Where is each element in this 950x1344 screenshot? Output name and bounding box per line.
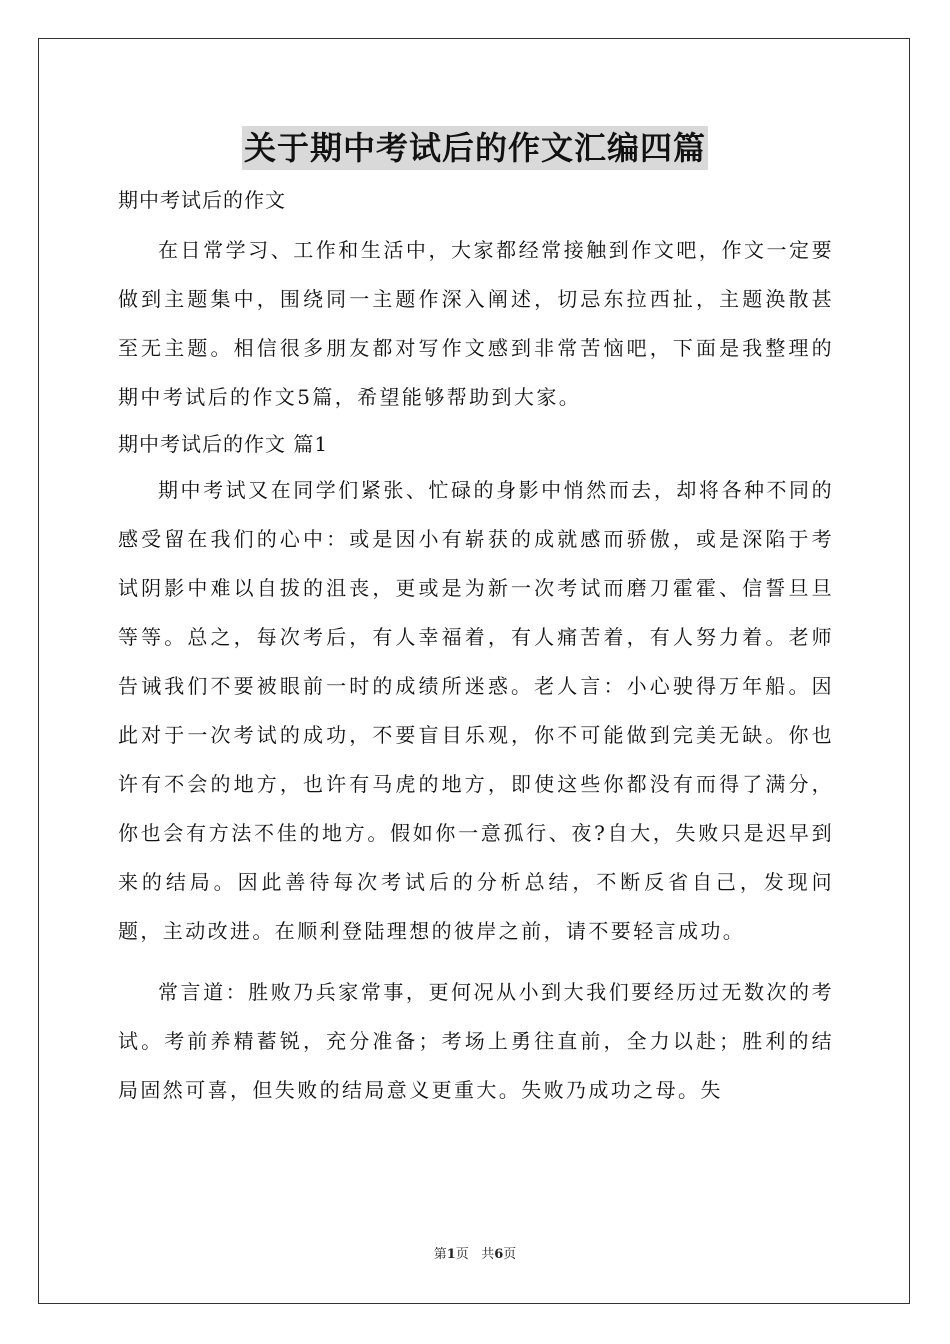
section-heading: 期中考试后的作文 篇1 xyxy=(118,432,329,456)
document-body xyxy=(118,178,834,1115)
page-total-count: 6 xyxy=(494,1247,504,1262)
page-total-prefix: 共 xyxy=(481,1247,495,1262)
page-total-suffix: 页 xyxy=(503,1247,517,1262)
page-footer xyxy=(0,1246,950,1264)
page-number-prefix: 第 xyxy=(433,1247,447,1262)
page-number-suffix: 页 xyxy=(455,1247,469,1262)
section-paragraph-2: 常言道：胜败乃兵家常事，更何况从小到大我们要经历过无数次的考试。考前养精蓄锐，充分准备；考场上勇往直前，全力以赴；胜利的结局固然可喜，但失败的结局意义更重大。失败乃成功之母。失 xyxy=(118,980,834,1102)
intro-paragraph: 在日常学习、工作和生活中，大家都经常接触到作文吧，作文一定要做到主题集中，围绕同一主题作深入阐述，切忌东拉西扯，主题涣散甚至无主题。相信很多朋友都对写作文感到非常苦恼吧，下面是我整理的期中考试后的作文5篇，希望能够帮助到大家。 xyxy=(118,238,834,409)
section-paragraph-1: 期中考试又在同学们紧张、忙碌的身影中悄然而去，却将各种不同的感受留在我们的心中：或是因小有崭获的成就感而骄傲，或是深陷于考试阴影中难以自拔的沮丧，更或是为新一次考试而磨刀霍霍、信誓旦旦等等。总之，每次考后，有人幸福着，有人痛苦着，有人努力着。老师告诫我们不要被眼前一时的成绩所迷惑。老人言：小心驶得万年船。因此对于一次考试的成功，不要盲目乐观，你不可能做到完美无缺。你也许有不会的地方，也许有马虎的地方，即使这些你都没有而得了满分，你也会有方法不佳的地方。假如你一意孤行、夜?自大，失败只是迟早到来的结局。因此善待每次考试后的分析总结，不断反省自己，发现问题，主动改进。在顺利登陆理想的彼岸之前，请不要轻言成功。 xyxy=(118,478,834,943)
page-number-current: 1 xyxy=(446,1247,456,1262)
title-container xyxy=(0,126,950,170)
intro-heading: 期中考试后的作文 xyxy=(118,188,286,212)
document-title: 关于期中考试后的作文汇编四篇 xyxy=(242,126,708,170)
